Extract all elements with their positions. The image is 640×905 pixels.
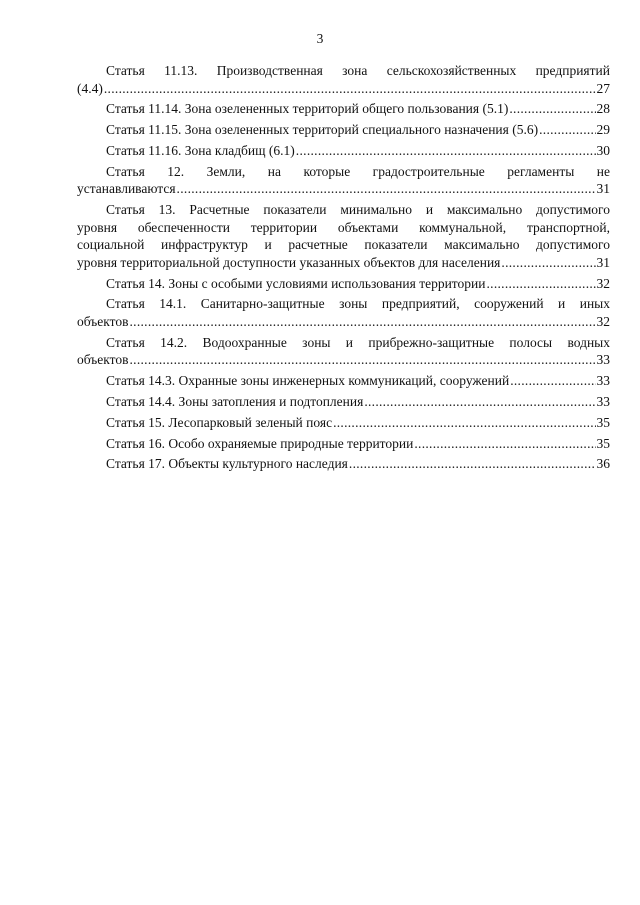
toc-leader-line xyxy=(77,372,610,390)
toc-dot-leader xyxy=(509,100,595,118)
toc-entry[interactable] xyxy=(77,275,610,293)
toc-entry-title: Статья 11.15. Зона озелененных территорий специального назначения (5.6) xyxy=(106,122,539,138)
toc-dot-leader xyxy=(104,80,596,98)
toc-entry-title: объектов xyxy=(77,314,129,330)
toc-page-number: 30 xyxy=(596,142,610,158)
toc-leader-line xyxy=(77,275,610,293)
toc-leader-line xyxy=(77,180,610,198)
toc-leader-line xyxy=(77,393,610,411)
toc-page-number: 35 xyxy=(596,435,610,451)
toc-entry-text-line: социальной инфраструктур и расчетные показатели максимально допустимого xyxy=(77,237,610,253)
toc-entry-title: Статья 14. Зоны с особыми условиями использования территории xyxy=(106,275,486,291)
toc-dot-leader xyxy=(349,455,596,473)
toc-entry-title: уровня территориальной доступности указанных объектов для населения xyxy=(77,254,501,270)
toc-leader-line xyxy=(77,313,610,331)
toc-page-number: 36 xyxy=(596,456,610,472)
toc-entry-title: Статья 14.4. Зоны затопления и подтопления xyxy=(106,393,364,409)
toc-page-number: 31 xyxy=(596,254,610,270)
toc-dot-leader xyxy=(296,142,596,160)
toc-page-number: 33 xyxy=(596,393,610,409)
toc-dot-leader xyxy=(414,435,595,453)
toc-leader-line xyxy=(77,351,610,369)
toc-page-number: 29 xyxy=(596,122,610,138)
toc-entry-title: объектов xyxy=(77,352,129,368)
toc-entry-title: Статья 11.14. Зона озелененных территорий общего пользования (5.1) xyxy=(106,101,509,117)
toc-entry-title: (4.4) xyxy=(77,80,103,96)
toc-page-number: 35 xyxy=(596,414,610,430)
toc-page-number: 31 xyxy=(596,181,610,197)
toc-entry[interactable] xyxy=(77,295,610,330)
toc-leader-line xyxy=(77,455,610,473)
toc-leader-line xyxy=(77,435,610,453)
toc-leader-line xyxy=(77,414,610,432)
toc-entry[interactable] xyxy=(77,435,610,453)
toc-entry-title: Статья 11.16. Зона кладбищ (6.1) xyxy=(106,142,295,158)
toc-page-number: 33 xyxy=(596,352,610,368)
toc-entry-text-line: Статья 11.13. Производственная зона сельскохозяйственных предприятий xyxy=(106,63,610,78)
toc-leader-line xyxy=(77,254,610,272)
toc-entry[interactable] xyxy=(77,121,610,139)
toc-entry[interactable] xyxy=(77,334,610,369)
toc-entry-title: устанавливаются xyxy=(77,181,176,197)
toc-page-number: 32 xyxy=(596,275,610,291)
toc-entry-text-line: Статья 14.2. Водоохранные зоны и прибрежно-защитные полосы водных xyxy=(106,334,610,350)
toc-dot-leader xyxy=(129,351,595,369)
toc-entry[interactable] xyxy=(77,372,610,390)
toc-entry[interactable] xyxy=(77,455,610,473)
toc-leader-line xyxy=(77,100,610,118)
toc-entry[interactable] xyxy=(77,201,610,271)
toc-entry-title: Статья 15. Лесопарковый зеленый пояс xyxy=(106,414,333,430)
toc-dot-leader xyxy=(129,313,595,331)
toc-leader-line xyxy=(77,121,610,139)
toc-entry-text-line: уровня обеспеченности территории объектами коммунальной, транспортной, xyxy=(77,219,610,235)
toc-entry-title: Статья 16. Особо охраняемые природные территории xyxy=(106,435,414,451)
toc-dot-leader xyxy=(333,414,595,432)
toc-entry-text-line: Статья 13. Расчетные показатели минимально и максимально допустимого xyxy=(106,202,610,218)
toc-entry[interactable] xyxy=(77,163,610,198)
toc-dot-leader xyxy=(501,254,595,272)
toc-entry-text-line: Статья 14.1. Санитарно-защитные зоны предприятий, сооружений и иных xyxy=(106,296,610,312)
page-number: 3 xyxy=(316,31,324,46)
toc-entry[interactable] xyxy=(77,414,610,432)
toc-page-number: 27 xyxy=(596,80,610,96)
toc-entry[interactable] xyxy=(77,142,610,160)
toc-page-number: 28 xyxy=(596,101,610,117)
toc-dot-leader xyxy=(364,393,595,411)
toc-leader-line xyxy=(77,80,610,98)
toc-page-number: 32 xyxy=(596,314,610,330)
toc-dot-leader xyxy=(539,121,595,139)
toc-entry[interactable] xyxy=(77,100,610,118)
toc-page-number: 33 xyxy=(596,373,610,389)
toc-entry[interactable] xyxy=(77,393,610,411)
toc-dot-leader xyxy=(510,372,595,390)
toc-entry[interactable] xyxy=(77,62,610,97)
toc-dot-leader xyxy=(177,180,596,198)
toc-entry-title: Статья 17. Объекты культурного наследия xyxy=(106,456,348,472)
toc-dot-leader xyxy=(486,275,595,293)
toc-leader-line xyxy=(77,142,610,160)
toc-entry-text-line: Статья 12. Земли, на которые градостроительные регламенты не xyxy=(106,163,610,179)
toc-entry-title: Статья 14.3. Охранные зоны инженерных коммуникаций, сооружений xyxy=(106,373,510,389)
table-of-contents xyxy=(77,62,610,476)
